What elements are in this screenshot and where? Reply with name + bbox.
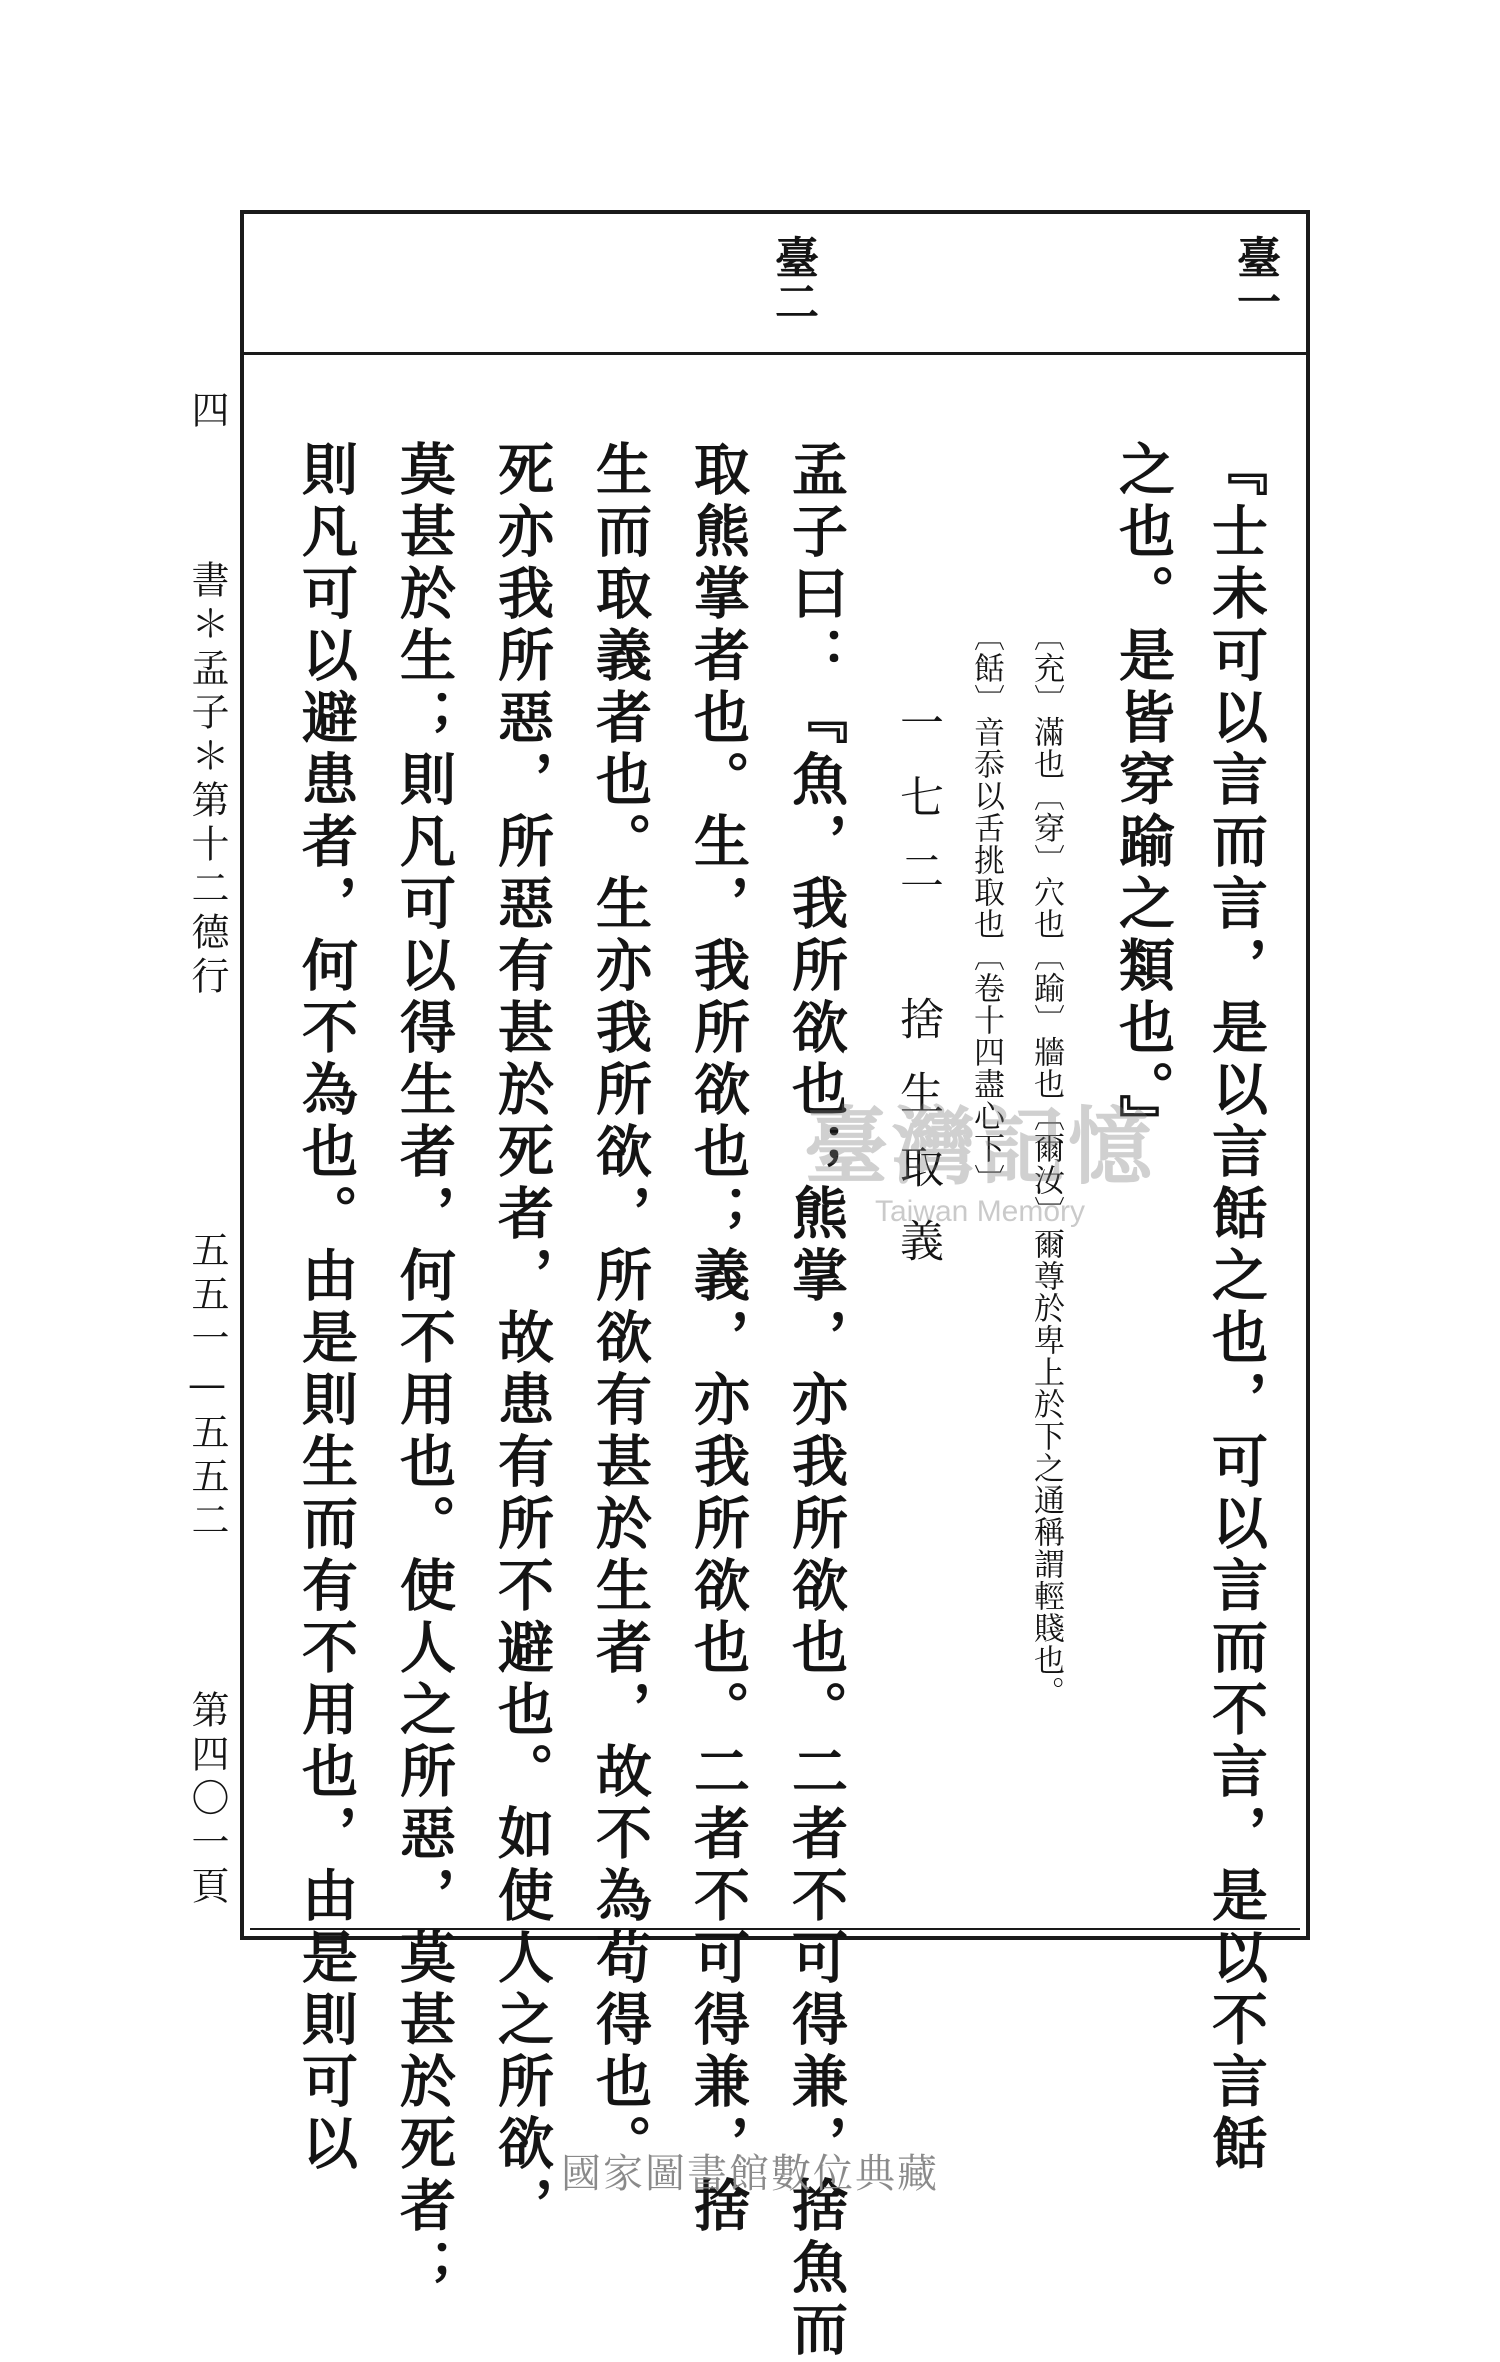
text-column-8: 則凡可以避患者，何不為也。由是則生而有不用也，由是則可以 [293,440,359,2176]
header-number-right: 臺一 [1229,235,1280,323]
text-column-3: 孟子曰：『魚，我所欲也；熊掌，亦我所欲也。二者不可得兼，捨魚而 [783,440,849,2362]
annotation-column-1: 〔充〕滿也〔穿〕穴也〔踰〕牆也〔爾汝〕爾尊於卑上於下之通稱謂輕賤也。 [1028,620,1064,1708]
margin-volume-number: 四 [185,390,229,434]
margin-item-range: 五五一—五五二 [185,1230,229,1544]
text-column-6: 死亦我所惡，所惡有甚於死者，故患有所不避也。如使人之所欲， [489,440,555,2238]
text-column-7: 莫甚於生；則凡可以得生者，何不用也。使人之所惡，莫甚於死者； [391,440,457,2300]
library-footer: 國家圖書館數位典藏 [561,2151,939,2197]
watermark-chinese: 臺灣記憶 [803,1097,1156,1196]
text-column-1: 『士未可以言而言，是以言餂之也，可以言而不言，是以不言餂 [1203,440,1269,2176]
header-number-left: 臺二 [767,235,818,323]
margin-book-chapter: 書＊孟子＊第十二德行 [185,560,229,1000]
annotation-column-2: 〔餂〕音忝以舌挑取也〔卷十四盡心下〕 [968,620,1004,1196]
watermark-english: Taiwan Memory [874,1195,1086,1228]
text-column-5: 生而取義者也。生亦我所欲，所欲有甚於生者，故不為苟得也。 [587,440,653,2176]
text-column-4: 取熊掌者也。生，我所欲也；義，亦我所欲也。二者不可得兼，捨 [685,440,751,2238]
header-divider [240,352,1310,355]
margin-page-number: 第四〇一頁 [185,1690,229,1910]
section-heading: 一七二 捨生取義 [892,700,943,1292]
text-column-2: 之也。是皆穿踰之類也。』 [1110,440,1176,1156]
